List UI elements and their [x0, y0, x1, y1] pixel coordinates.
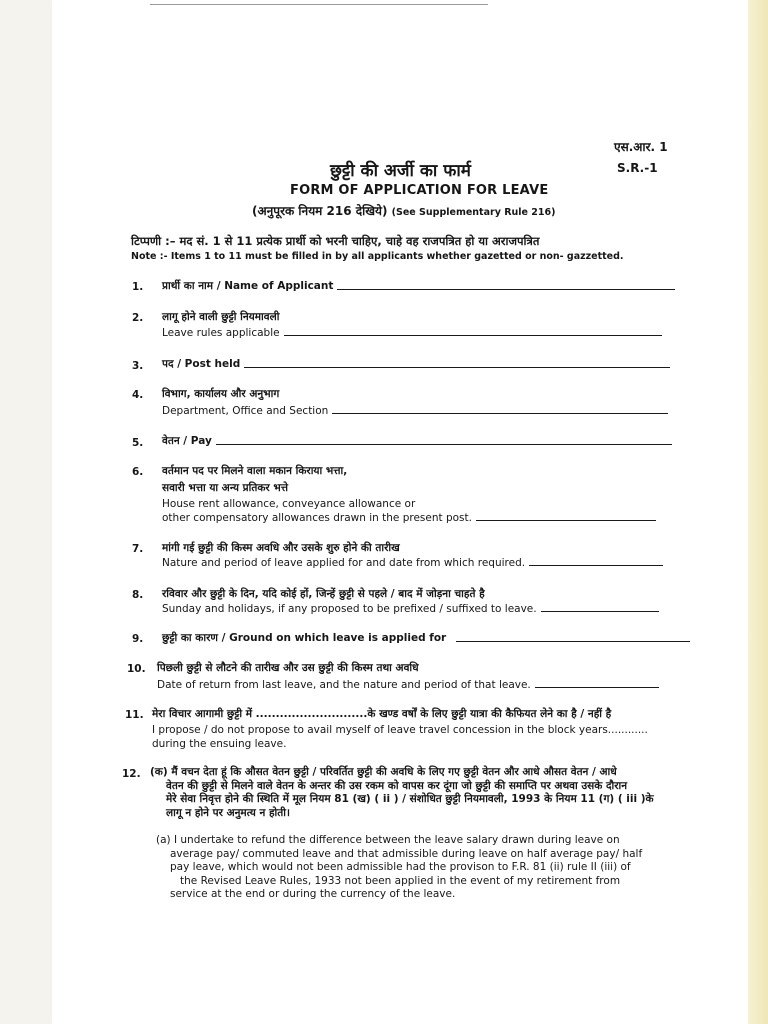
item-last-leave [157, 679, 659, 691]
holidays-field[interactable] [541, 611, 659, 612]
item-label-hi: मांगी गई छुट्टी की किस्म अवधि और उसके शुरु होने की तारीख [162, 542, 400, 554]
item-label: पद / Post held [162, 358, 241, 370]
leave-nature-field[interactable] [529, 565, 663, 566]
item-label-en: Department, Office and Section [162, 405, 329, 417]
item-label-hi: मेरा विचार आगामी छुट्टी में ............................के खण्ड वर्षों के लिए छुट्टी यात्रा की कैफियत लेने का है / नहीं है [152, 708, 612, 720]
item-leave-rules [162, 327, 662, 339]
undertaking-hi-line: मेरे सेवा निवृत्त होने की स्थिति में मूल नियम 81 (ख) ( ii ) / संशोधित छुट्टी नियमावली, 1993 के नियम 11 (ग) ( iii )के [166, 793, 654, 805]
item-label-en: during the ensuing leave. [152, 738, 287, 750]
subtitle-english: (See Supplementary Rule 216) [391, 207, 556, 218]
title-english: FORM OF APPLICATION FOR LEAVE [290, 183, 549, 198]
item-number: 4. [132, 389, 144, 401]
item-label: वेतन / Pay [162, 435, 212, 447]
ground-field[interactable] [456, 641, 690, 642]
item-label-hi: पिछली छुट्टी से लौटने की तारीख और उस छुट्टी की किस्म तथा अवधि [157, 662, 419, 674]
item-label-en: Date of return from last leave, and the nature and period of that leave. [157, 679, 531, 691]
subtitle-hindi: (अनुपूरक नियम 216 देखिये) [252, 204, 388, 218]
item-number: 9. [132, 633, 144, 645]
undertaking-en-line: service at the end or during the currency of the leave. [170, 888, 456, 900]
form-ref-en: S.R.-1 [617, 161, 658, 175]
post-held-field[interactable] [244, 367, 670, 368]
note-hindi: टिप्पणी :– मद सं. 1 से 11 प्रत्येक प्रार्थी को भरनी चाहिए, चाहे वह राजपत्रित हो या अराजपत्रित [131, 234, 540, 248]
undertaking-en-line: average pay/ commuted leave and that admissible during leave on half average pay/ half [170, 847, 643, 860]
item-leave-nature [162, 557, 663, 569]
item-number: 3. [132, 360, 144, 372]
form-ref-hi: एस.आर. 1 [614, 140, 668, 154]
item-label: प्रार्थी का नाम / Name of Applicant [162, 280, 334, 292]
item-label-en: Nature and period of leave applied for and date from which required. [162, 557, 526, 569]
item-applicant-name [162, 279, 675, 293]
pay-field[interactable] [216, 444, 672, 445]
item-number: 1. [132, 281, 144, 293]
item-post-held [162, 357, 670, 371]
item-label: छुट्टी का कारण / Ground on which leave is applied for [162, 632, 447, 644]
last-leave-field[interactable] [535, 687, 659, 688]
undertaking-english [156, 834, 642, 902]
undertaking-en-line: the Revised Leave Rules, 1933 not been applied in the event of my retirement from [180, 874, 621, 887]
department-field[interactable] [332, 413, 668, 414]
undertaking-hindi [150, 766, 654, 820]
item-label-en: Sunday and holidays, if any proposed to be prefixed / suffixed to leave. [162, 603, 537, 615]
item-number: 10. [127, 663, 146, 675]
item-number: 12. [122, 768, 141, 780]
page-edge [748, 0, 768, 1024]
item-label-hi: सवारी भत्ता या अन्य प्रतिकर भत्ते [162, 482, 288, 494]
item-number: 7. [132, 543, 144, 555]
undertaking-en-line: pay leave, which would not been admissible had the provison to F.R. 81 (ii) rule II (iii) of [170, 861, 631, 873]
item-label-en: I propose / do not propose to avail myself of leave travel concession in the block years............ [152, 724, 648, 736]
item-number: 6. [132, 466, 144, 478]
leave-rules-field[interactable] [284, 335, 662, 336]
subtitle [252, 202, 555, 219]
item-ground [162, 631, 690, 645]
item-number: 5. [132, 437, 144, 449]
item-label-en: House rent allowance, conveyance allowance or [162, 498, 416, 510]
undertaking-en-line: (a) I undertake to refund the difference between the leave salary drawn during leave on [156, 834, 620, 846]
undertaking-hi-line: (क) मैं वचन देता हूं कि औसत वेतन छुट्टी / परिवर्तित छुट्टी की अवधि के लिए गए छुट्टी वेतन और आधे औसत वेतन / आधे [150, 766, 617, 778]
item-number: 11. [125, 709, 144, 721]
item-label-hi: रविवार और छुट्टी के दिन, यदि कोई हों, जिन्हें छुट्टी से पहले / बाद में जोड़ना चाहते है [162, 588, 485, 600]
item-number: 8. [132, 589, 144, 601]
allowances-field[interactable] [476, 520, 656, 521]
item-department [162, 405, 668, 417]
item-holidays [162, 603, 659, 615]
item-allowances [162, 512, 656, 524]
item-label-hi: लागू होने वाली छुट्टी नियमावली [162, 311, 280, 323]
item-number: 2. [132, 312, 144, 324]
title-hindi: छुट्टी की अर्जी का फार्म [330, 161, 471, 181]
item-pay [162, 434, 672, 448]
note-english: Note :- Items 1 to 11 must be filled in by all applicants whether gazetted or non- gazzetted. [131, 251, 624, 262]
item-label-en: Leave rules applicable [162, 327, 280, 339]
top-rule [150, 4, 488, 5]
undertaking-hi-line: वेतन की छुट्टी से मिलने वाले वेतन के अन्तर की उस रकम को वापस कर दूंगा जो छुट्टी की समाप्ति पर अथवा उसके दौरान [166, 779, 628, 792]
item-label-hi: वर्तमान पद पर मिलने वाला मकान किराया भत्ता, [162, 465, 348, 477]
undertaking-hi-line: लागू न होने पर अनुमत्य न होती। [166, 806, 290, 819]
applicant-name-field[interactable] [337, 289, 675, 290]
item-label-en: other compensatory allowances drawn in the present post. [162, 512, 472, 524]
item-label-hi: विभाग, कार्यालय और अनुभाग [162, 388, 280, 400]
